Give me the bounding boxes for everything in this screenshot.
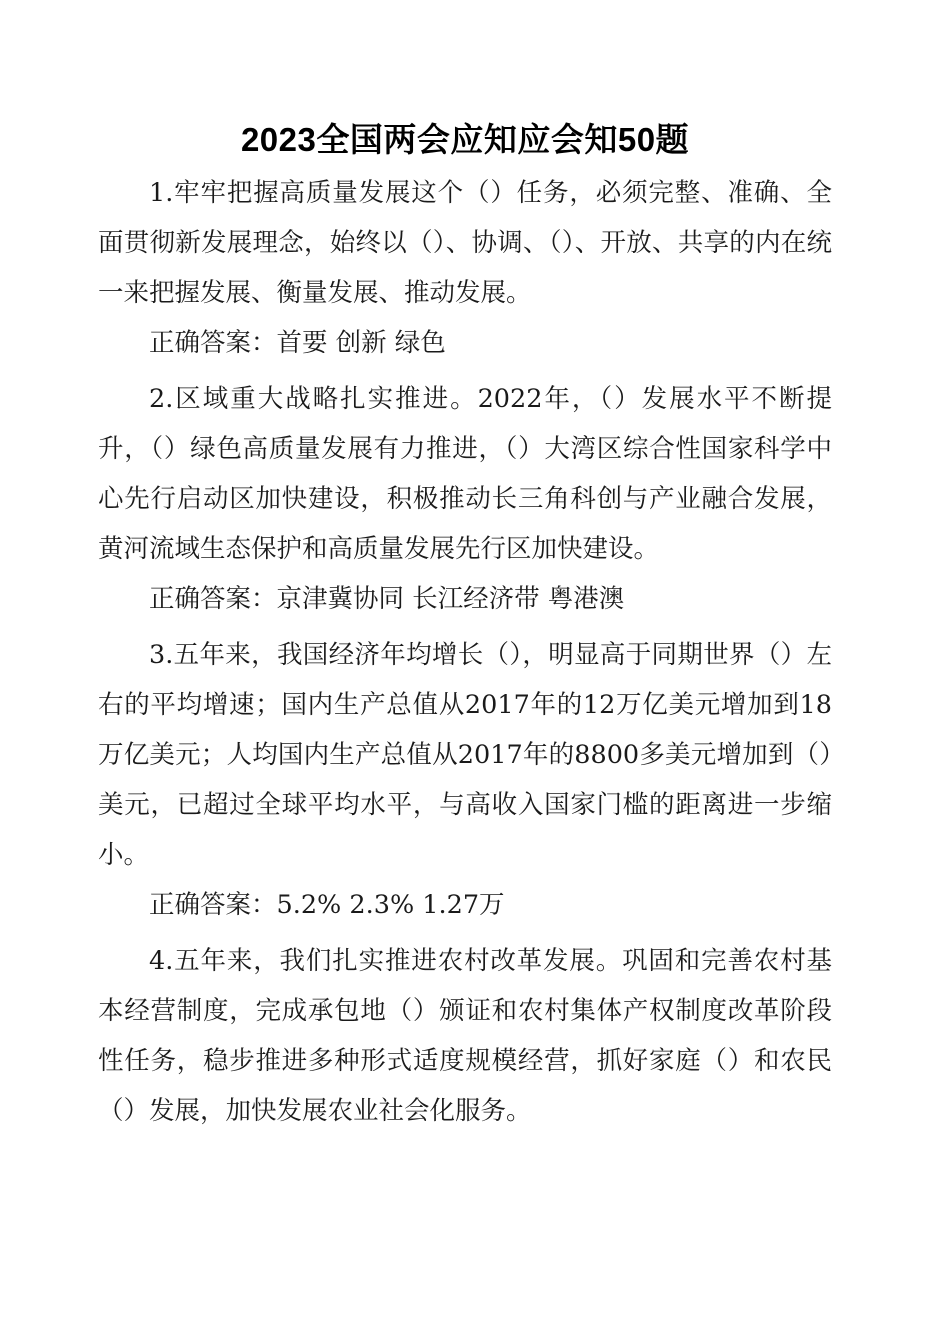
- question-item-4: 4.五年来，我们扎实推进农村改革发展。巩固和完善农村基本经营制度，完成承包地（）颁证和农村集体产权制度改革阶段性任务，稳步推进多种形式适度规模经营，抓好家庭（）和农民（）发展，加快发展农业社会化服务。: [98, 946, 832, 1126]
- question-item-2: 2.区域重大战略扎实推进。2022年，（）发展水平不断提升，（）绿色高质量发展有力推进，（）大湾区综合性国家科学中心先行启动区加快建设，积极推动长三角科创与产业融合发展，黄河流域生态保护和高质量发展先行区加快建设。: [98, 384, 832, 564]
- question-item-3: 3.五年来，我国经济年均增长（），明显高于同期世界（）左右的平均增速；国内生产总值从2017年的12万亿美元增加到18万亿美元；人均国内生产总值从2017年的8800多美元增加到（）美元，已超过全球平均水平，与高收入国家门槛的距离进一步缩小。: [98, 640, 832, 870]
- answer-item-1: 正确答案：首要 创新 绿色: [149, 328, 446, 358]
- answer-item-3: 正确答案：5.2% 2.3% 1.27万: [149, 890, 505, 920]
- document-body: [98, 0, 832, 1136]
- answer-item-2: 正确答案：京津冀协同 长江经济带 粤港澳: [149, 584, 625, 614]
- question-item-1: 1.牢牢把握高质量发展这个（）任务，必须完整、准确、全面贯彻新发展理念，始终以（）、协调、（）、开放、共享的内在统一来把握发展、衡量发展、推动发展。: [98, 178, 832, 308]
- page-title: 2023全国两会应知应会知50题: [240, 121, 690, 158]
